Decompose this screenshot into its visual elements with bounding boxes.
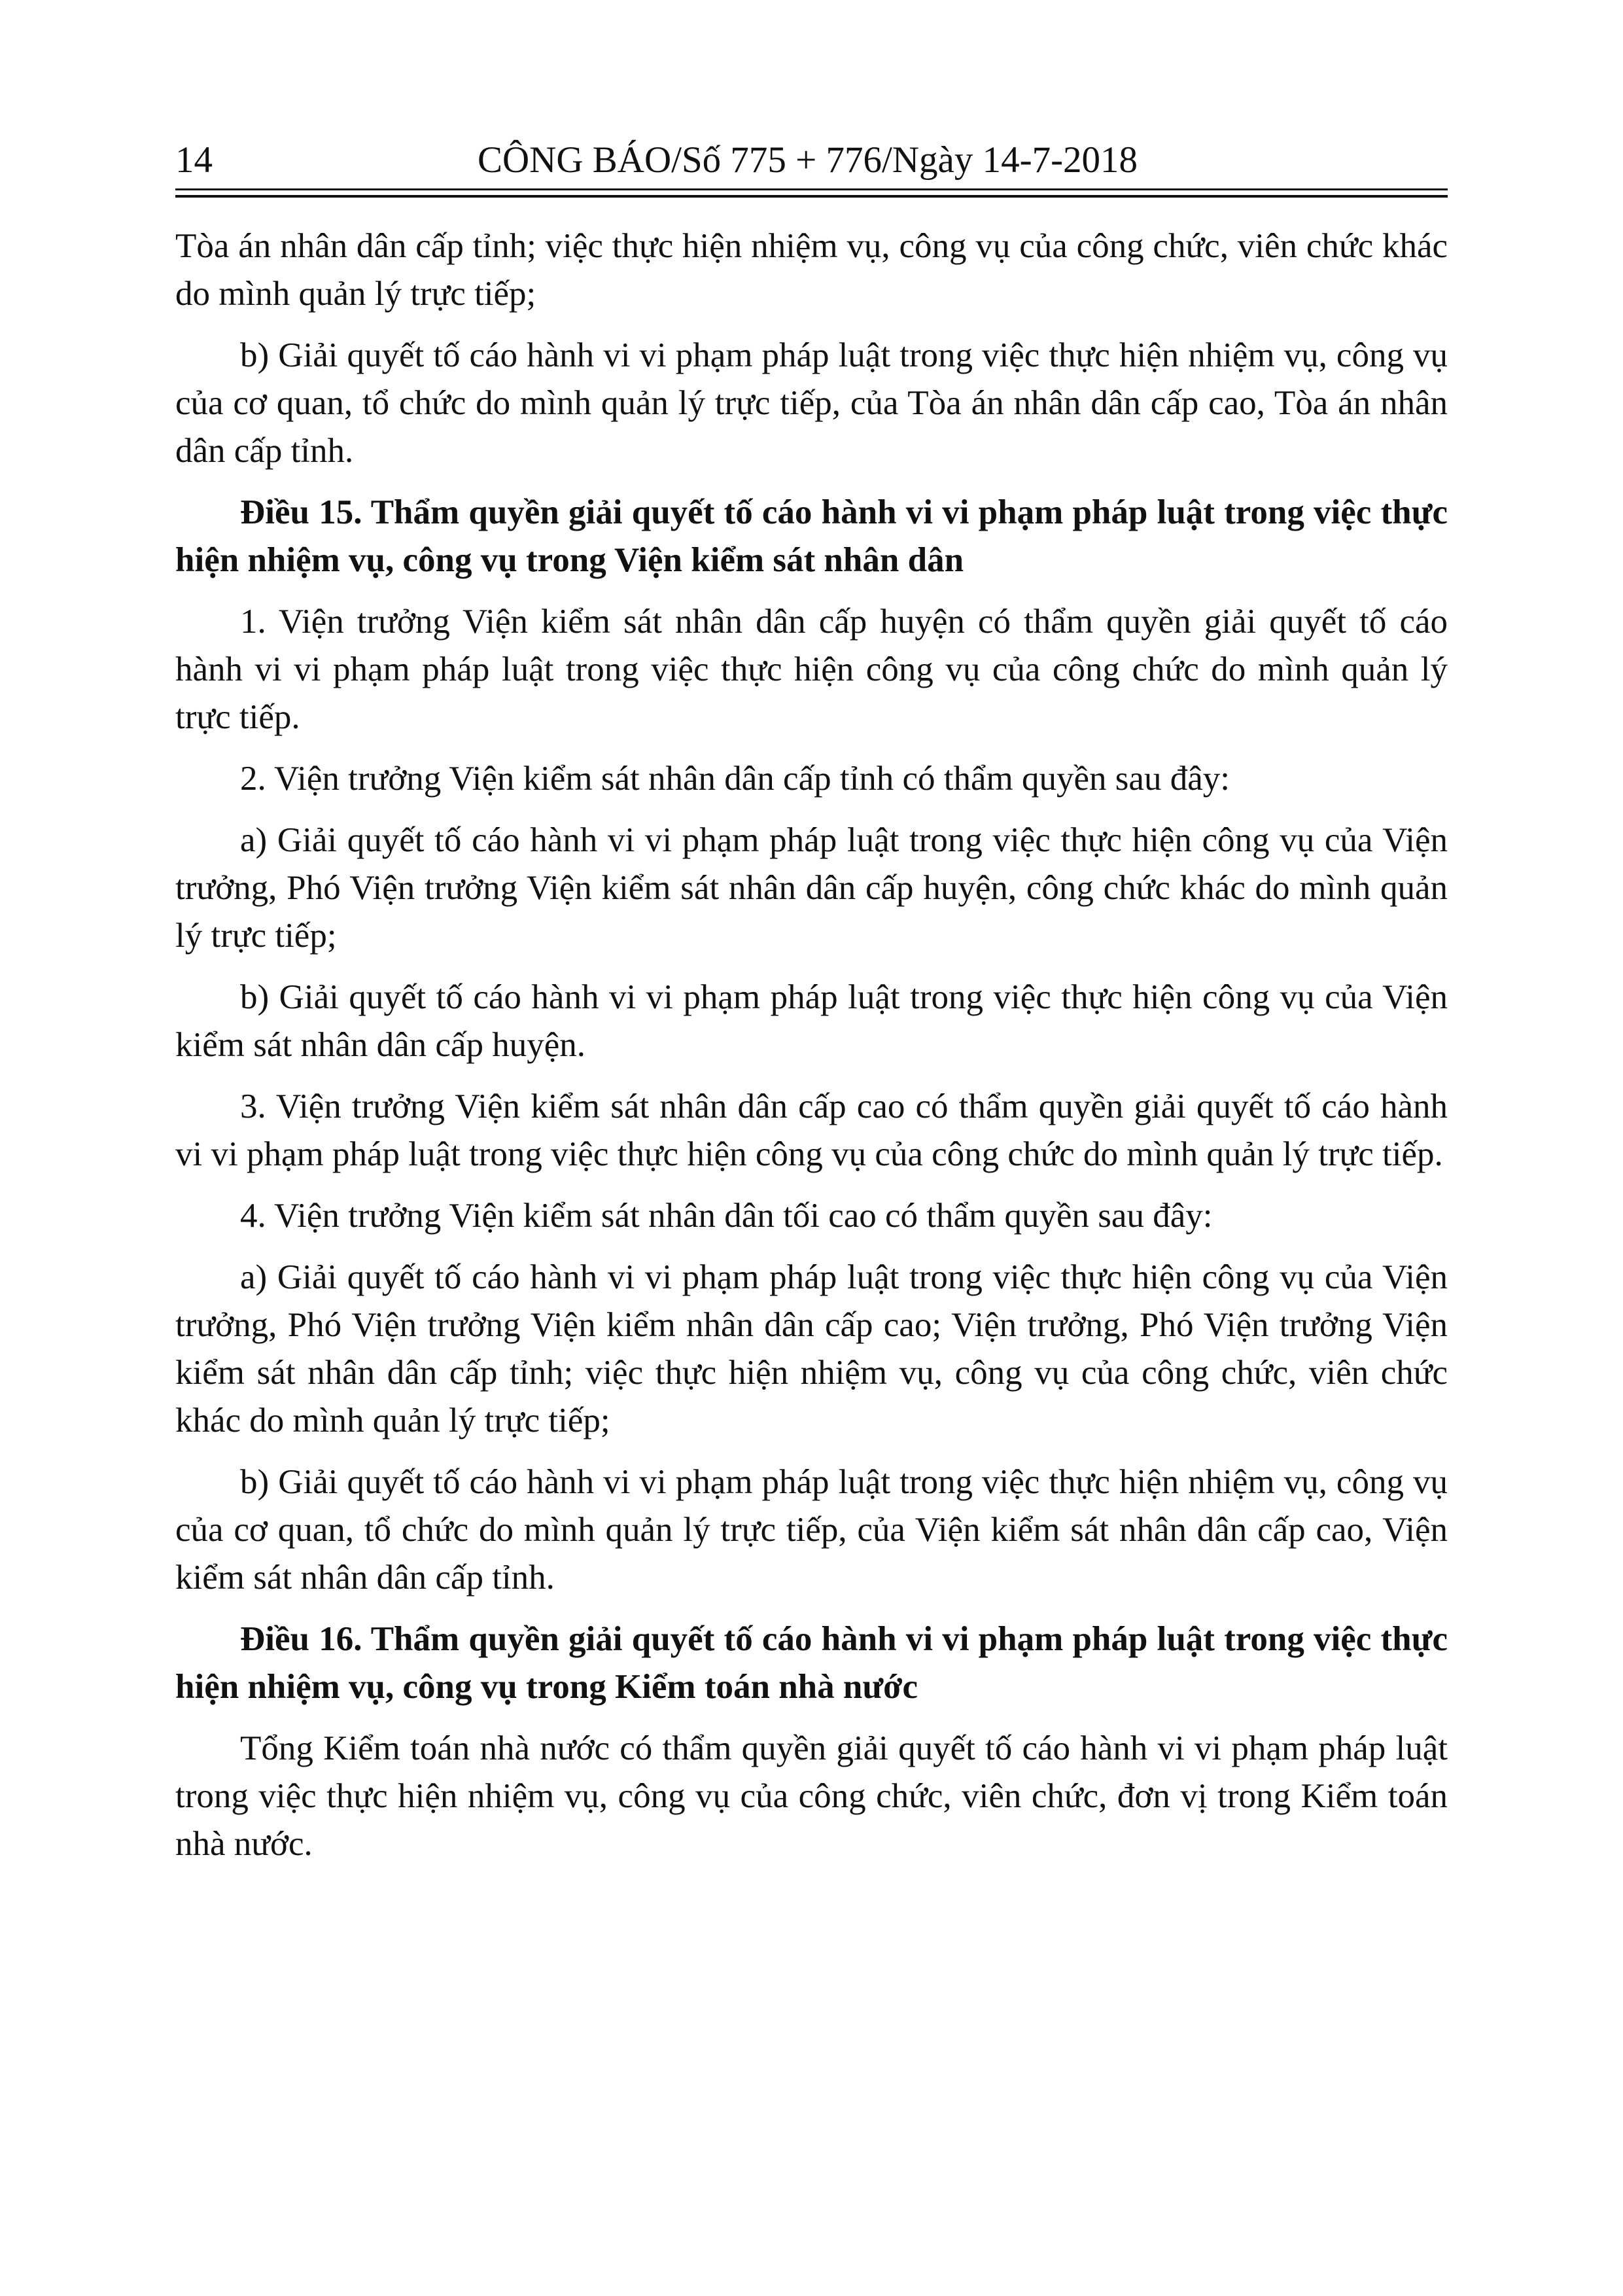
- paragraph-item: 3. Viện trưởng Viện kiểm sát nhân dân cấp cao có thẩm quyền giải quyết tố cáo hành vi vi phạm pháp luật trong việc thực hiện công vụ của công chức do mình quản lý trực tiếp.: [175, 1087, 1448, 1173]
- paragraph-item: Tổng Kiểm toán nhà nước có thẩm quyền giải quyết tố cáo hành vi vi phạm pháp luật trong việc thực hiện nhiệm vụ, công vụ của công chức, viên chức, đơn vị trong Kiểm toán nhà nước.: [175, 1729, 1448, 1863]
- page-header: [175, 135, 1448, 187]
- paragraph-continuation: Tòa án nhân dân cấp tỉnh; việc thực hiện nhiệm vụ, công vụ của công chức, viên chức khác do mình quản lý trực tiếp;: [175, 227, 1448, 313]
- paragraph-item: 4. Viện trưởng Viện kiểm sát nhân dân tối cao có thẩm quyền sau đây:: [240, 1197, 1213, 1235]
- document-body: [175, 222, 1448, 1882]
- gazette-header-title: CÔNG BÁO/Số 775 + 776/Ngày 14-7-2018: [478, 139, 1138, 181]
- article-heading-16: Điều 16. Thẩm quyền giải quyết tố cáo hành vi vi phạm pháp luật trong việc thực hiện nhiệm vụ, công vụ trong Kiểm toán nhà nước: [175, 1620, 1448, 1706]
- paragraph-item: 1. Viện trưởng Viện kiểm sát nhân dân cấp huyện có thẩm quyền giải quyết tố cáo hành vi vi phạm pháp luật trong việc thực hiện công vụ của công chức do mình quản lý trực tiếp.: [175, 603, 1448, 736]
- paragraph-item: a) Giải quyết tố cáo hành vi vi phạm pháp luật trong việc thực hiện công vụ của Viện trưởng, Phó Viện trưởng Viện kiểm sát nhân dân cấp huyện, công chức khác do mình quản lý trực tiếp;: [175, 821, 1448, 955]
- paragraph-item: b) Giải quyết tố cáo hành vi vi phạm pháp luật trong việc thực hiện nhiệm vụ, công vụ của cơ quan, tổ chức do mình quản lý trực tiếp, của Tòa án nhân dân cấp cao, Tòa án nhân dân cấp tỉnh.: [175, 336, 1448, 470]
- header-rule-thick: [175, 195, 1448, 198]
- page-number: 14: [175, 139, 213, 181]
- article-heading-15: Điều 15. Thẩm quyền giải quyết tố cáo hành vi vi phạm pháp luật trong việc thực hiện nhiệm vụ, công vụ trong Viện kiểm sát nhân dân: [175, 493, 1448, 579]
- header-rule-thin: [175, 188, 1448, 190]
- paragraph-item: b) Giải quyết tố cáo hành vi vi phạm pháp luật trong việc thực hiện công vụ của Viện kiểm sát nhân dân cấp huyện.: [175, 978, 1448, 1064]
- paragraph-item: a) Giải quyết tố cáo hành vi vi phạm pháp luật trong việc thực hiện công vụ của Viện trưởng, Phó Viện trưởng Viện kiểm nhân dân cấp cao; Viện trưởng, Phó Viện trưởng Viện kiểm sát nhân dân cấp tỉnh; việc thực hiện nhiệm vụ, công vụ của công chức, viên chức khác do mình quản lý trực tiếp;: [175, 1258, 1448, 1439]
- paragraph-item: b) Giải quyết tố cáo hành vi vi phạm pháp luật trong việc thực hiện nhiệm vụ, công vụ của cơ quan, tổ chức do mình quản lý trực tiếp, của Viện kiểm sát nhân dân cấp cao, Viện kiểm sát nhân dân cấp tỉnh.: [175, 1463, 1448, 1597]
- paragraph-item: 2. Viện trưởng Viện kiểm sát nhân dân cấp tỉnh có thẩm quyền sau đây:: [240, 760, 1230, 798]
